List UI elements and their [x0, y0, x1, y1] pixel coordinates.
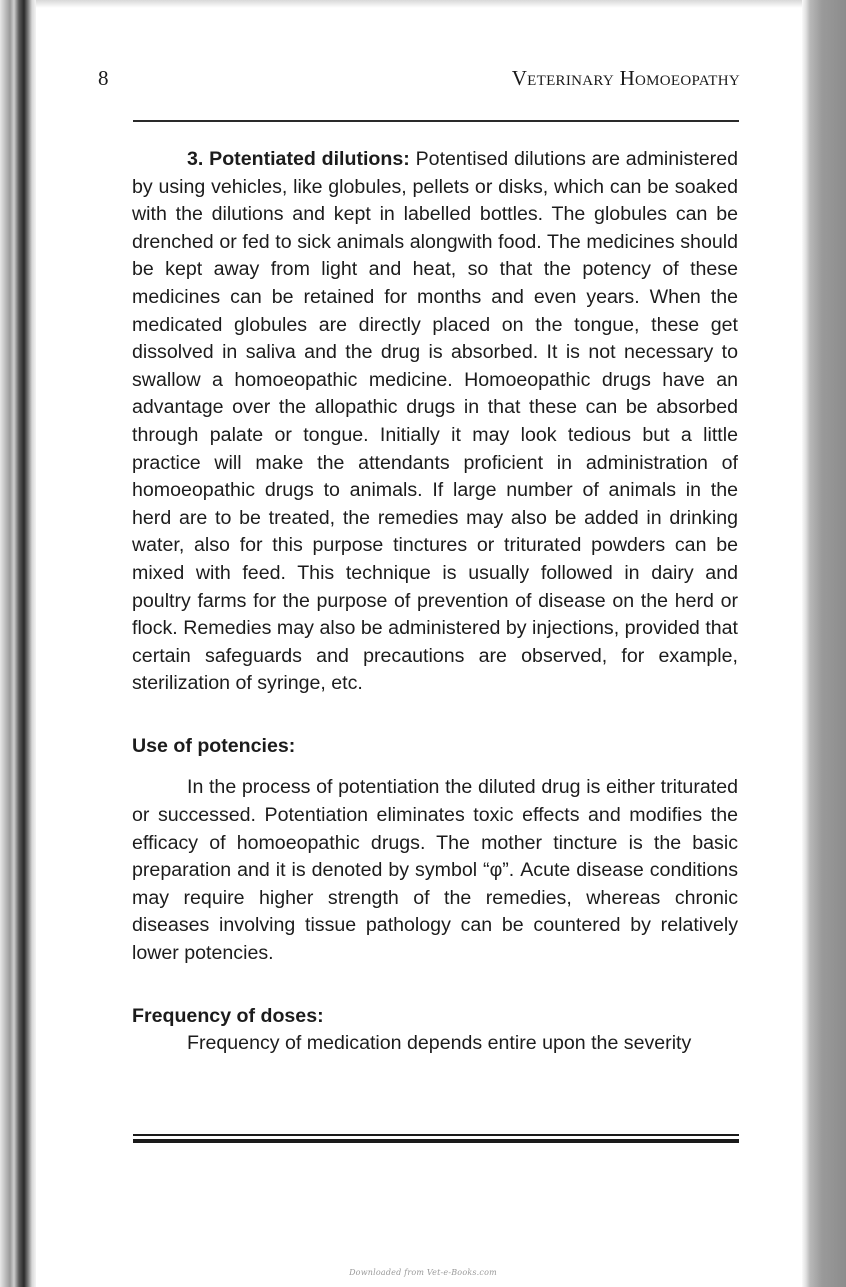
scan-right-edge	[802, 0, 846, 1287]
footer-rule-thick	[133, 1139, 739, 1143]
page-number: 8	[98, 66, 109, 90]
download-watermark: Downloaded from Vet-e-Books.com	[349, 1268, 497, 1277]
paragraph-text: Potentised dilutions are administered by using vehicles, like globules, pellets or disks, which can be soaked with the dilutions and kept in labelled bottles. The globules can be drenched or fed to sick animals alongwith food. The medicines should be kept away from light and heat, so that the potency of these medicines can be retained for months and even years. When the medicated globules are directly placed on the tongue, these get dissolved in saliva and the drug is absorbed. It is not necessary to swallow a homoeopathic medicine. Homoeopathic drugs have an advantage over the allopathic drugs in that these can be absorbed through palate or tongue. Initially it may look tedious but a little practice will make the attendants proficient in administration of homoeopathic drugs to animals. If large number of animals in the herd are to be treated, the remedies may also be added in drinking water, also for this purpose tinctures or triturated powders can be mixed with feed. This technique is usually followed in dairy and poultry farms for the purpose of prevention of disease on the herd or flock. Remedies may also be administered by injections, provided that certain safeguards and precautions are observed, for example, sterilization of syringe, etc.	[132, 148, 738, 695]
scan-top-edge	[0, 0, 846, 8]
section-heading-potencies: Use of potencies:	[132, 734, 296, 757]
scan-binding-edge	[0, 0, 36, 1287]
page-header	[98, 66, 742, 106]
header-rule	[133, 120, 739, 122]
paragraph-potentiated-dilutions	[132, 146, 738, 698]
section-heading-frequency: Frequency of doses:	[132, 1004, 324, 1027]
footer-rule-thin	[133, 1134, 739, 1136]
running-head: Veterinary Homoeopathy	[511, 66, 740, 90]
page-body	[132, 146, 738, 1058]
paragraph-lead: 3. Potentiated dilutions:	[187, 148, 410, 170]
paragraph-potencies: In the process of potentiation the diluted drug is either triturated or successed. Potentiation eliminates toxic effects and modifies the efficacy of homoeopathic drugs. The mother tincture is the basic preparation and it is denoted by symbol “φ”. Acute disease conditions may require higher strength of the remedies, whereas chronic diseases involving tissue pathology can be countered by relatively lower potencies.	[132, 776, 738, 965]
paragraph-frequency: Frequency of medication depends entire upon the severity	[187, 1032, 692, 1055]
